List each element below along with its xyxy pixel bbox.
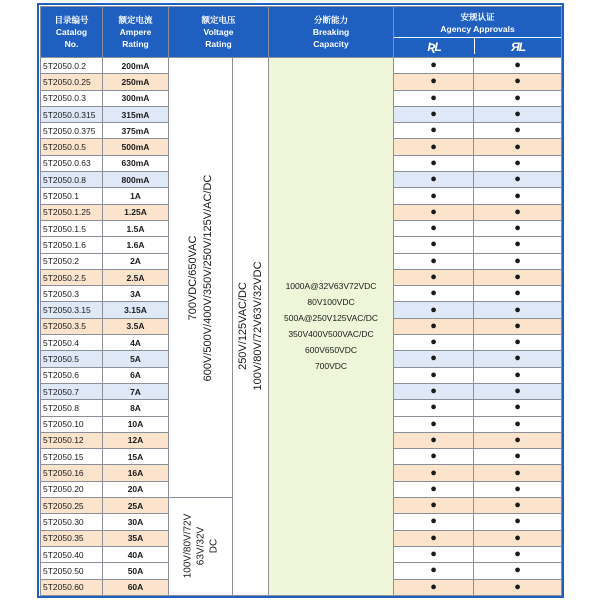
ul-approval-dot: ● <box>394 286 474 302</box>
ur-approval-dot: ● <box>474 416 562 432</box>
ampere-cell: 20A <box>103 481 169 497</box>
ul-approval-dot: ● <box>394 269 474 285</box>
voltage-group-all <box>233 58 269 596</box>
catalog-cell: 5T2050.16 <box>41 465 103 481</box>
ampere-cell: 3A <box>103 286 169 302</box>
catalog-cell: 5T2050.4 <box>41 335 103 351</box>
ur-approval-dot: ● <box>474 498 562 514</box>
ul-approval-dot: ● <box>394 563 474 579</box>
ur-approval-dot: ● <box>474 579 562 595</box>
ur-recognized-icon: ЯL <box>510 39 526 54</box>
voltage-line: 63V/32V <box>195 527 206 566</box>
ur-approval-dot: ● <box>474 335 562 351</box>
ur-approval-dot: ● <box>474 188 562 204</box>
ul-approval-dot: ● <box>394 302 474 318</box>
header-breaking-en: Breaking <box>312 27 350 37</box>
table-row <box>41 58 562 74</box>
header-breaking-en2: Capacity <box>313 39 349 49</box>
breaking-line: 350V400V500VAC/DC <box>288 329 374 340</box>
breaking-line: 600V650VDC <box>305 345 357 356</box>
ampere-cell: 375mA <box>103 123 169 139</box>
ampere-cell: 15A <box>103 449 169 465</box>
voltage-line: 100V/80V/72V63V/32VDC <box>251 261 264 391</box>
ampere-cell: 16A <box>103 465 169 481</box>
ampere-cell: 250mA <box>103 74 169 90</box>
ur-approval-dot: ● <box>474 237 562 253</box>
ul-approval-dot: ● <box>394 90 474 106</box>
catalog-cell: 5T2050.60 <box>41 579 103 595</box>
ampere-cell: 12A <box>103 432 169 448</box>
header-voltage-cn: 额定电压 <box>201 15 236 25</box>
ampere-cell: 3.5A <box>103 318 169 334</box>
ampere-cell: 35A <box>103 530 169 546</box>
catalog-cell: 5T2050.0.315 <box>41 106 103 122</box>
ur-approval-dot: ● <box>474 367 562 383</box>
ul-approval-dot: ● <box>394 449 474 465</box>
breaking-capacity-cell <box>269 58 394 596</box>
catalog-cell: 5T2050.0.375 <box>41 123 103 139</box>
ampere-cell: 500mA <box>103 139 169 155</box>
header-catalog <box>41 7 103 58</box>
catalog-cell: 5T2050.20 <box>41 481 103 497</box>
ur-approval-dot: ● <box>474 139 562 155</box>
catalog-cell: 5T2050.2.5 <box>41 269 103 285</box>
ampere-cell: 1A <box>103 188 169 204</box>
ur-approval-dot: ● <box>474 74 562 90</box>
ampere-cell: 630mA <box>103 155 169 171</box>
header-voltage-en: Voltage <box>203 27 234 37</box>
catalog-cell: 5T2050.1.5 <box>41 220 103 236</box>
ur-approval-dot: ● <box>474 123 562 139</box>
ur-approval-dot: ● <box>474 481 562 497</box>
ul-approval-dot: ● <box>394 220 474 236</box>
catalog-cell: 5T2050.0.3 <box>41 90 103 106</box>
ur-approval-dot: ● <box>474 220 562 236</box>
voltage-group-high <box>169 58 233 498</box>
ur-approval-dot: ● <box>474 400 562 416</box>
ul-approval-dot: ● <box>394 172 474 188</box>
catalog-cell: 5T2050.10 <box>41 416 103 432</box>
catalog-cell: 5T2050.30 <box>41 514 103 530</box>
ur-approval-dot: ● <box>474 269 562 285</box>
ul-approval-dot: ● <box>394 514 474 530</box>
ul-approval-dot: ● <box>394 237 474 253</box>
ur-approval-dot: ● <box>474 318 562 334</box>
header-voltage-en2: Rating <box>205 39 232 49</box>
ul-approval-dot: ● <box>394 74 474 90</box>
catalog-cell: 5T2050.6 <box>41 367 103 383</box>
header-ampere-cn: 额定电流 <box>118 15 153 25</box>
ul-approval-dot: ● <box>394 106 474 122</box>
ampere-cell: 60A <box>103 579 169 595</box>
catalog-cell: 5T2050.7 <box>41 383 103 399</box>
ampere-cell: 1.25A <box>103 204 169 220</box>
ul-approval-dot: ● <box>394 188 474 204</box>
voltage-line: 600V/500V/400V/350V/250V/125V/AC/DC <box>201 174 214 381</box>
voltage-group-low-text <box>181 514 220 579</box>
ampere-cell: 4A <box>103 335 169 351</box>
ur-approval-dot: ● <box>474 155 562 171</box>
breaking-line: 1000A@32V63V72VDC <box>285 281 377 292</box>
voltage-line: 250V/125VAC/DC <box>236 282 249 371</box>
ampere-cell: 315mA <box>103 106 169 122</box>
ur-approval-dot: ● <box>474 253 562 269</box>
ampere-cell: 30A <box>103 514 169 530</box>
ul-approval-dot: ● <box>394 204 474 220</box>
ampere-cell: 1.5A <box>103 220 169 236</box>
catalog-cell: 5T2050.0.8 <box>41 172 103 188</box>
ur-approval-dot: ● <box>474 383 562 399</box>
voltage-line: 100V/80V/72V <box>182 514 193 579</box>
ur-approval-dot: ● <box>474 90 562 106</box>
header-agency-cn: 安规认证 <box>460 11 495 22</box>
catalog-cell: 5T2050.1 <box>41 188 103 204</box>
catalog-cell: 5T2050.3.15 <box>41 302 103 318</box>
catalog-cell: 5T2050.0.25 <box>41 74 103 90</box>
ampere-cell: 10A <box>103 416 169 432</box>
ul-listed-icon: ƦL <box>427 39 441 54</box>
ul-approval-dot: ● <box>394 318 474 334</box>
ur-approval-dot: ● <box>474 302 562 318</box>
catalog-cell: 5T2050.5 <box>41 351 103 367</box>
ampere-cell: 2.5A <box>103 269 169 285</box>
header-ampere <box>103 7 169 58</box>
ur-approval-dot: ● <box>474 514 562 530</box>
ul-approval-dot: ● <box>394 58 474 74</box>
ur-approval-dot: ● <box>474 286 562 302</box>
catalog-cell: 5T2050.35 <box>41 530 103 546</box>
voltage-line: DC <box>208 539 219 554</box>
ul-approval-dot: ● <box>394 498 474 514</box>
ul-approval-dot: ● <box>394 400 474 416</box>
ampere-cell: 800mA <box>103 172 169 188</box>
catalog-cell: 5T2050.50 <box>41 563 103 579</box>
ul-approval-dot: ● <box>394 335 474 351</box>
ul-approval-dot: ● <box>394 367 474 383</box>
header-ampere-en2: Rating <box>122 39 149 49</box>
ur-approval-dot: ● <box>474 106 562 122</box>
catalog-cell: 5T2050.3 <box>41 286 103 302</box>
ampere-cell: 8A <box>103 400 169 416</box>
ur-approval-dot: ● <box>474 351 562 367</box>
header-row <box>41 7 562 58</box>
breaking-line: 500A@250V125VAC/DC <box>284 313 379 324</box>
ampere-cell: 7A <box>103 383 169 399</box>
catalog-cell: 5T2050.0.2 <box>41 58 103 74</box>
fuse-spec-table <box>40 6 562 596</box>
ampere-cell: 5A <box>103 351 169 367</box>
ampere-cell: 200mA <box>103 58 169 74</box>
catalog-cell: 5T2050.1.6 <box>41 237 103 253</box>
breaking-line: 700VDC <box>314 361 348 372</box>
header-ampere-en: Ampere <box>119 27 152 37</box>
ur-approval-dot: ● <box>474 530 562 546</box>
ur-approval-dot: ● <box>474 172 562 188</box>
ur-approval-dot: ● <box>474 465 562 481</box>
catalog-cell: 5T2050.2 <box>41 253 103 269</box>
voltage-group-all-text <box>236 262 266 391</box>
ampere-cell: 300mA <box>103 90 169 106</box>
ul-approval-dot: ● <box>394 530 474 546</box>
catalog-cell: 5T2050.8 <box>41 400 103 416</box>
ur-approval-dot: ● <box>474 432 562 448</box>
catalog-cell: 5T2050.0.63 <box>41 155 103 171</box>
header-agency-en: Agency Approvals <box>440 23 515 34</box>
ul-approval-dot: ● <box>394 579 474 595</box>
catalog-cell: 5T2050.25 <box>41 498 103 514</box>
ampere-cell: 50A <box>103 563 169 579</box>
ampere-cell: 3.15A <box>103 302 169 318</box>
ur-approval-dot: ● <box>474 449 562 465</box>
ul-approval-dot: ● <box>394 465 474 481</box>
ampere-cell: 2A <box>103 253 169 269</box>
ul-approval-dot: ● <box>394 432 474 448</box>
ul-approval-dot: ● <box>394 351 474 367</box>
ur-approval-dot: ● <box>474 563 562 579</box>
ampere-cell: 1.6A <box>103 237 169 253</box>
catalog-cell: 5T2050.3.5 <box>41 318 103 334</box>
catalog-cell: 5T2050.1.25 <box>41 204 103 220</box>
ul-approval-dot: ● <box>394 123 474 139</box>
ul-approval-dot: ● <box>394 546 474 562</box>
ul-approval-dot: ● <box>394 155 474 171</box>
header-agency <box>394 7 562 58</box>
ul-approval-dot: ● <box>394 481 474 497</box>
header-voltage <box>169 7 269 58</box>
header-breaking <box>269 7 394 58</box>
header-catalog-cn: 目录编号 <box>54 15 89 25</box>
ul-approval-dot: ● <box>394 383 474 399</box>
voltage-group-low <box>169 498 233 596</box>
catalog-cell: 5T2050.12 <box>41 432 103 448</box>
catalog-cell: 5T2050.40 <box>41 546 103 562</box>
voltage-group-high-text <box>186 174 216 381</box>
header-catalog-en: Catalog <box>55 27 88 37</box>
ampere-cell: 6A <box>103 367 169 383</box>
catalog-cell: 5T2050.0.5 <box>41 139 103 155</box>
ur-approval-dot: ● <box>474 58 562 74</box>
breaking-line: 80V100VDC <box>307 297 355 308</box>
ul-approval-dot: ● <box>394 416 474 432</box>
ur-approval-dot: ● <box>474 204 562 220</box>
header-catalog-en2: No. <box>64 39 79 49</box>
ur-approval-dot: ● <box>474 546 562 562</box>
ampere-cell: 25A <box>103 498 169 514</box>
ampere-cell: 40A <box>103 546 169 562</box>
ul-approval-dot: ● <box>394 139 474 155</box>
header-breaking-cn: 分断能力 <box>314 15 349 25</box>
voltage-line: 700VDC/650VAC <box>186 235 199 320</box>
ul-approval-dot: ● <box>394 253 474 269</box>
catalog-cell: 5T2050.15 <box>41 449 103 465</box>
